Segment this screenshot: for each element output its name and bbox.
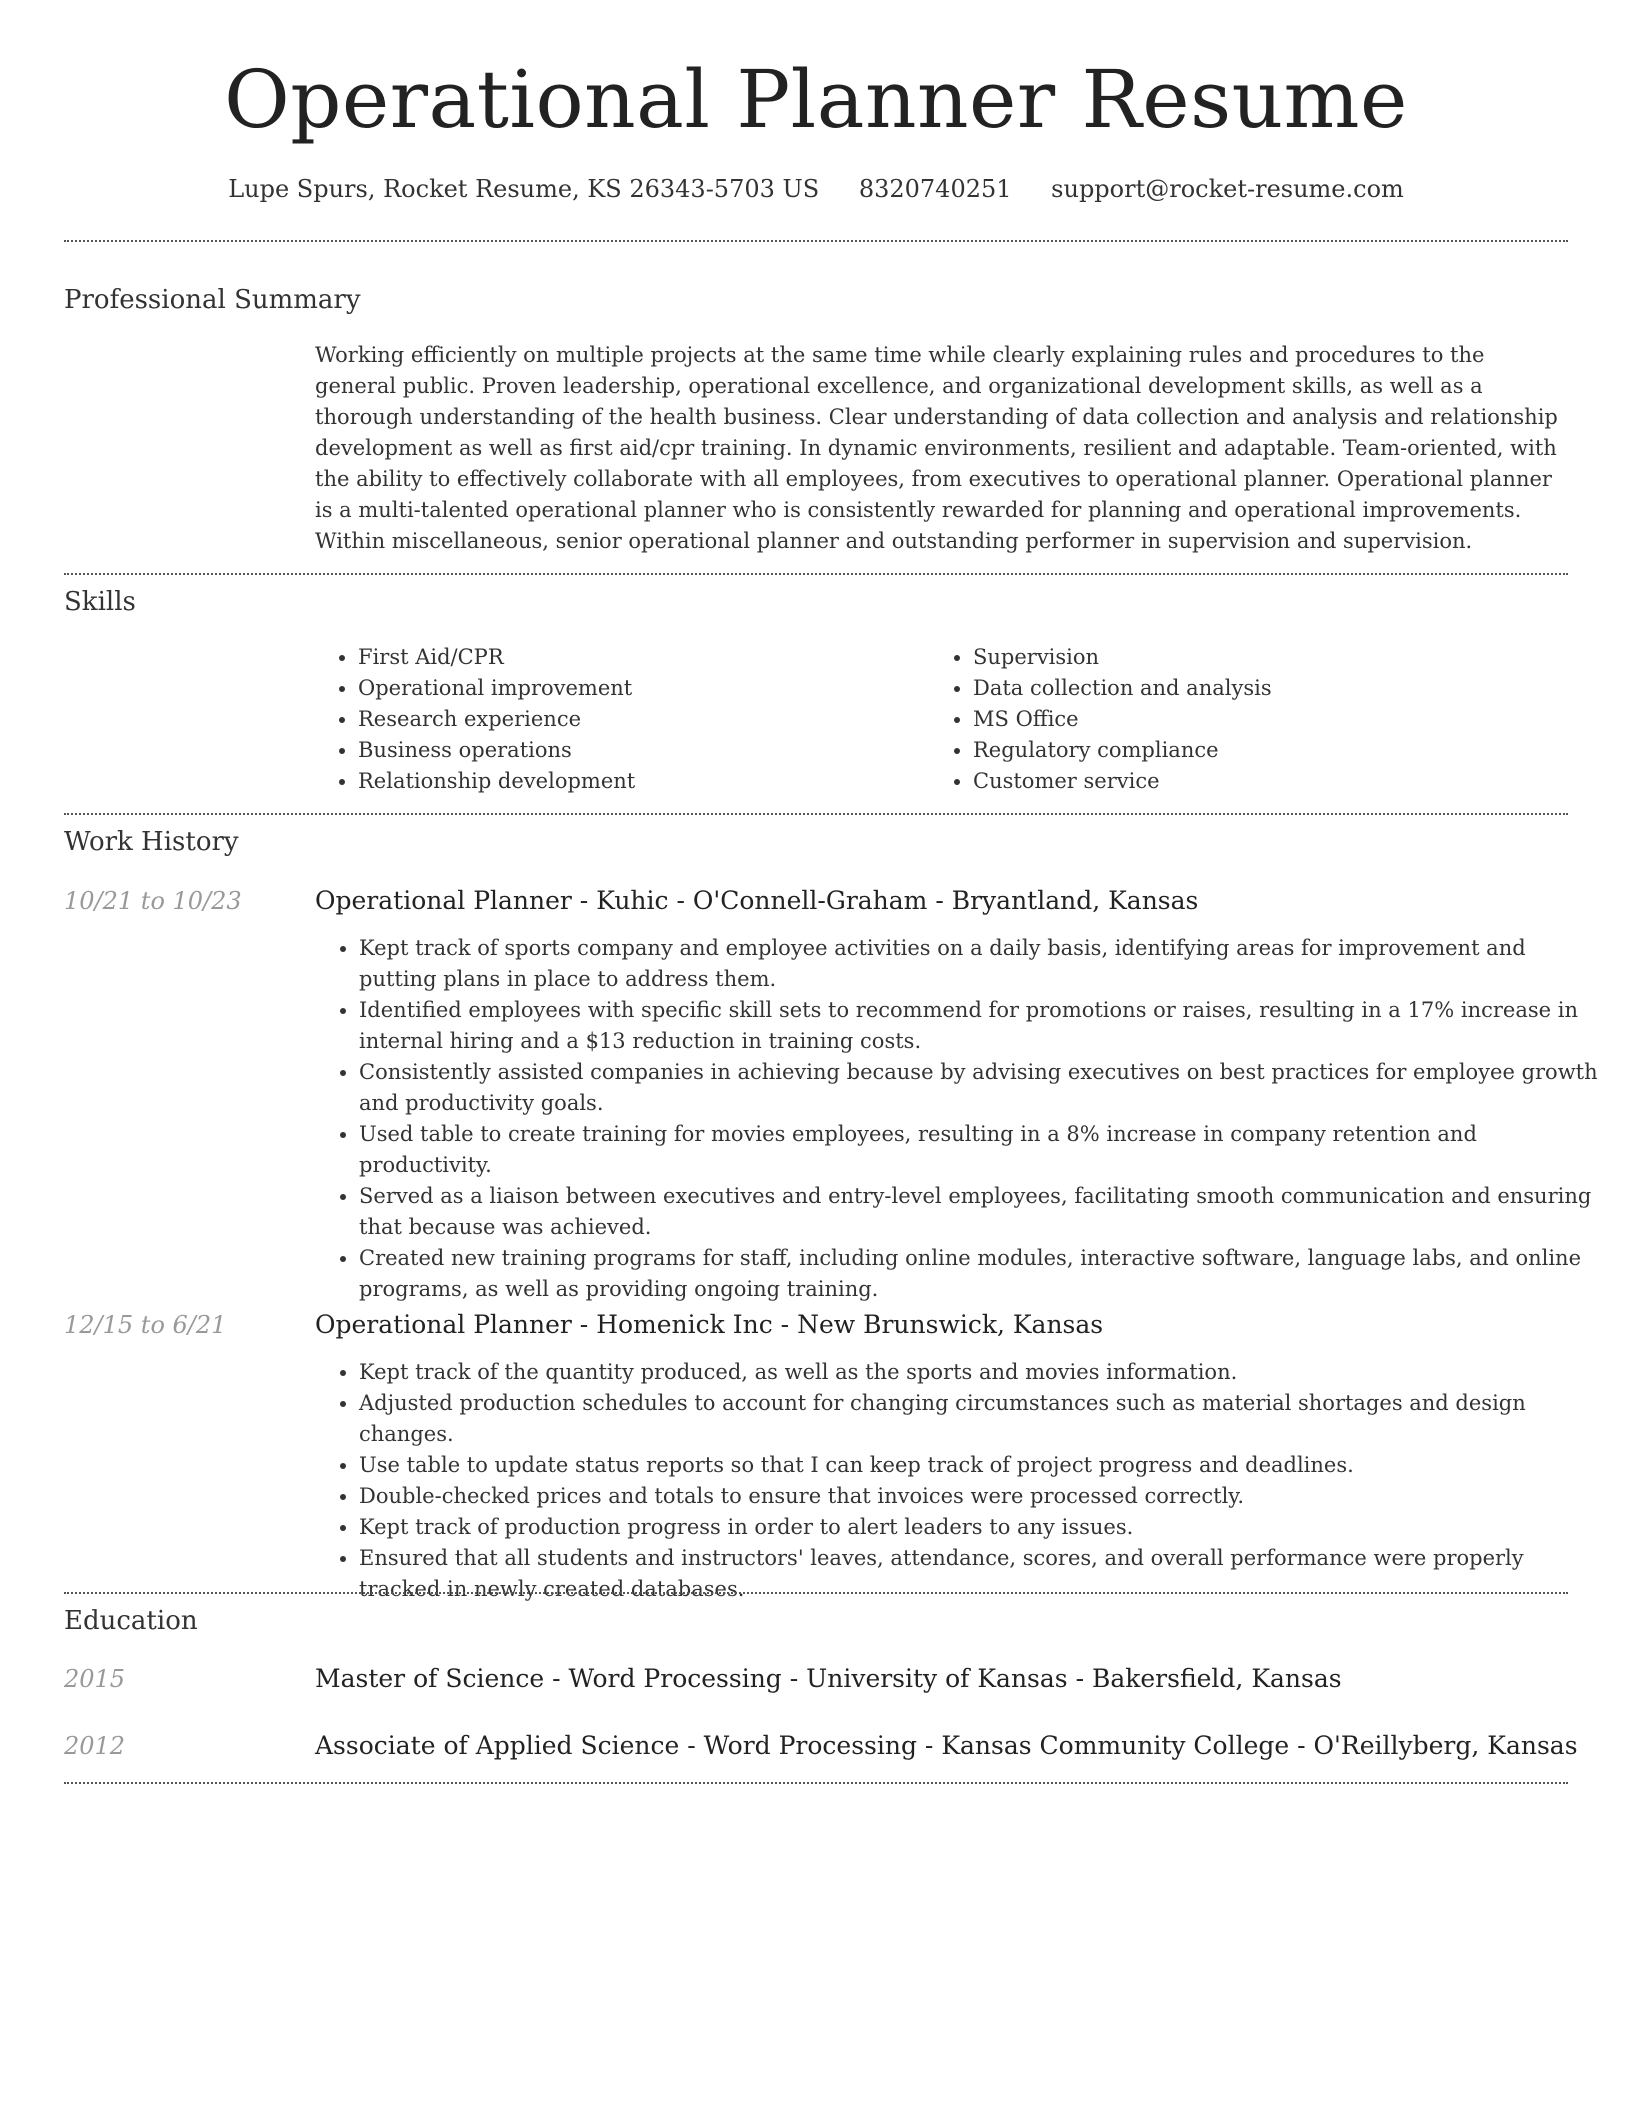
job-bullets (315, 933, 1609, 1305)
job-dates: 12/15 to 6/21 (64, 1311, 227, 1339)
job-bullet: • Double-checked prices and totals to ensure that invoices were processed correctly. (359, 1481, 1609, 1512)
job-bullet: • Adjusted production schedules to account for changing circumstances such as material shortages and design changes. (359, 1388, 1609, 1450)
contact-line (0, 172, 1632, 206)
divider (64, 573, 1568, 575)
job-bullet: • Identified employees with specific skill sets to recommend for promotions or raises, resulting in a 17% increase in internal hiring and a $13 reduction in training costs. (359, 995, 1609, 1057)
job-bullet: • Consistently assisted companies in achieving because by advising executives on best practices for employee growth and productivity goals. (359, 1057, 1609, 1119)
divider (64, 1592, 1568, 1594)
contact-phone: 8320740251 (858, 175, 1012, 203)
skills-heading: Skills (64, 587, 136, 617)
job-bullet: • Use table to update status reports so that I can keep track of project progress and deadlines. (359, 1450, 1609, 1481)
job-bullet: • Kept track of production progress in order to alert leaders to any issues. (359, 1512, 1609, 1543)
summary-heading: Professional Summary (64, 285, 361, 315)
skill-item: • Regulatory compliance (973, 735, 1272, 766)
skill-item: • Relationship development (358, 766, 635, 797)
education-heading: Education (64, 1606, 198, 1636)
divider (64, 240, 1568, 242)
skills-list-right (944, 642, 1272, 797)
job-bullet: • Kept track of the quantity produced, as well as the sports and movies information. (359, 1357, 1609, 1388)
contact-address: Lupe Spurs, Rocket Resume, KS 26343-5703 US (228, 175, 820, 203)
skill-item: • Supervision (973, 642, 1272, 673)
job-bullet: • Created new training programs for staff, including online modules, interactive software, language labs, and online programs, as well as providing ongoing training. (359, 1243, 1609, 1305)
job-bullet: • Used table to create training for movies employees, resulting in a 8% increase in company retention and productivity. (359, 1119, 1609, 1181)
job-bullet: • Kept track of sports company and employee activities on a daily basis, identifying areas for improvement and putting plans in place to address them. (359, 933, 1609, 995)
education-year: 2015 (64, 1665, 126, 1693)
divider (64, 813, 1568, 815)
job-title: Operational Planner - Kuhic - O'Connell-Graham - Bryantland, Kansas (315, 886, 1199, 915)
job-bullet: • Served as a liaison between executives and entry-level employees, facilitating smooth communication and ensuring that because was achieved. (359, 1181, 1609, 1243)
work-heading: Work History (64, 827, 239, 857)
skill-item: • Business operations (358, 735, 635, 766)
skills-list-left (329, 642, 635, 797)
job-bullets (315, 1357, 1609, 1605)
skill-item: • MS Office (973, 704, 1272, 735)
summary-text: Working efficiently on multiple projects at the same time while clearly explaining rules and procedures to the general public. Proven leadership, operational excellence, and organizational development skills, as well as a thorough understanding of the health business. Clear understanding of data collection and analysis and relationship development as well as first aid/cpr training. In dynamic environments, resilient and adaptable. Team-oriented, with the ability to effectively collaborate with all employees, from executives to operational planner. Operational planner is a multi-talented operational planner who is consistently rewarded for planning and operational improvements. Within miscellaneous, senior operational planner and outstanding performer in supervision and supervision. (315, 343, 1558, 553)
education-year: 2012 (64, 1732, 126, 1760)
job-title: Operational Planner - Homenick Inc - New Brunswick, Kansas (315, 1310, 1104, 1339)
divider (64, 1782, 1568, 1784)
education-entry: Associate of Applied Science - Word Processing - Kansas Community College - O'Reillyberg, Kansas (315, 1731, 1578, 1760)
skill-item: • First Aid/CPR (358, 642, 635, 673)
job-dates: 10/21 to 10/23 (64, 887, 242, 915)
skill-item: • Customer service (973, 766, 1272, 797)
page-title: Operational Planner Resume (224, 53, 1408, 146)
skill-item: • Research experience (358, 704, 635, 735)
education-entry: Master of Science - Word Processing - University of Kansas - Bakersfield, Kansas (315, 1664, 1342, 1693)
job-bullet: • Ensured that all students and instructors' leaves, attendance, scores, and overall performance were properly tracked in newly created databases. (359, 1543, 1609, 1605)
skill-item: • Operational improvement (358, 673, 635, 704)
skill-item: • Data collection and analysis (973, 673, 1272, 704)
contact-email: support@rocket-resume.com (1051, 175, 1404, 203)
